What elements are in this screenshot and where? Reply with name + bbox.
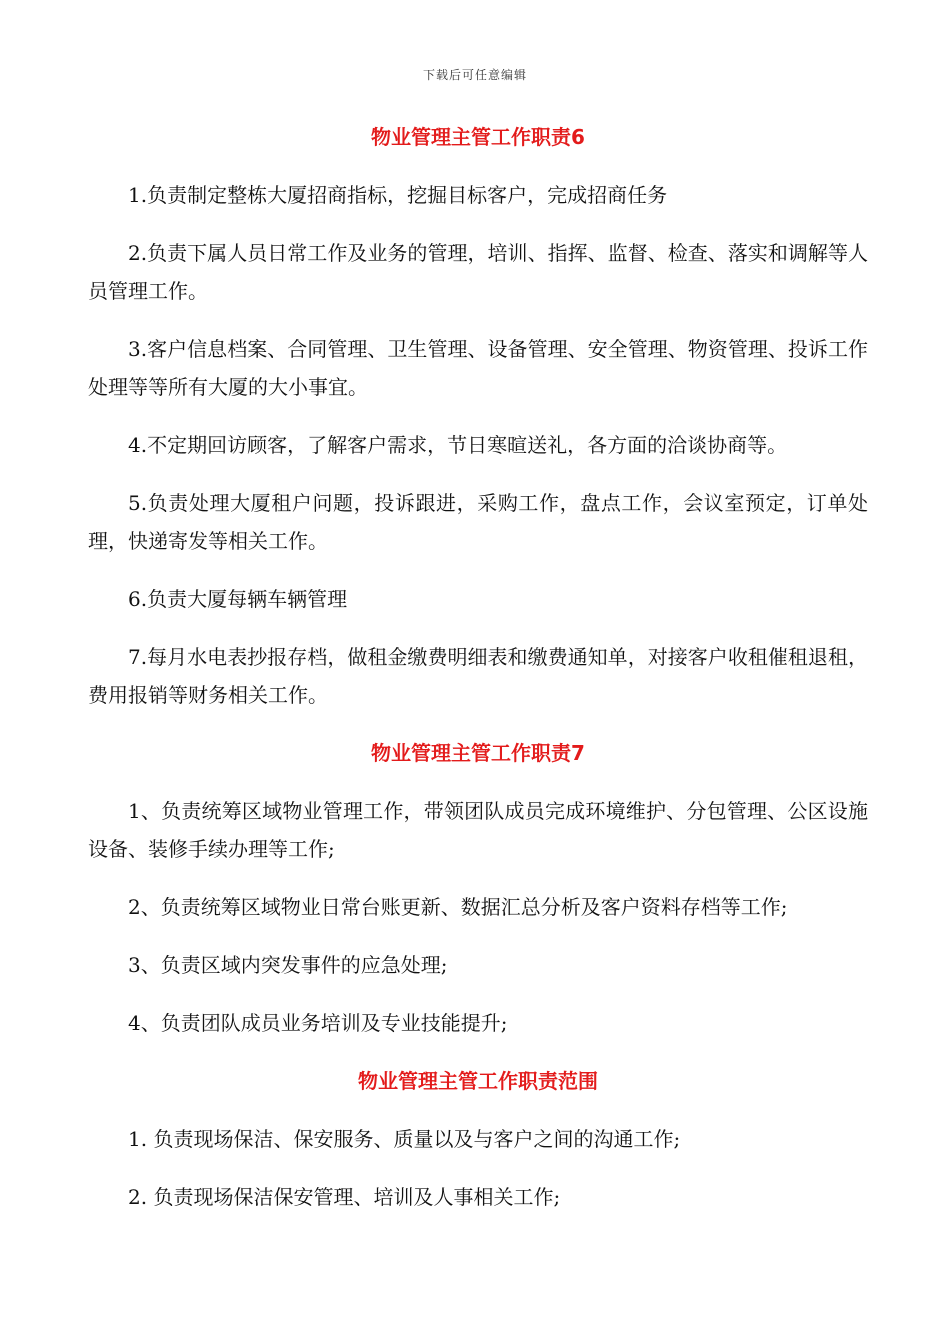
duty-item: 2、负责统筹区域物业日常台账更新、数据汇总分析及客户资料存档等工作; — [128, 895, 788, 919]
duty-item: 2. 负责现场保洁保安管理、培训及人事相关工作; — [128, 1185, 561, 1209]
duty-item: 2.负责下属人员日常工作及业务的管理，培训、指挥、监督、检查、落实和调解等人员管理工作。 — [88, 241, 868, 303]
duty-item: 3、负责区域内突发事件的应急处理; — [128, 953, 448, 977]
section-title: 物业管理主管工作职责6 — [371, 125, 585, 149]
duty-item: 4.不定期回访顾客，了解客户需求，节日寒暄送礼，各方面的洽谈协商等。 — [128, 433, 788, 457]
section-title: 物业管理主管工作职责范围 — [358, 1069, 598, 1093]
section-duties-scope — [88, 1062, 868, 1216]
duty-item: 5.负责处理大厦租户问题，投诉跟进，采购工作，盘点工作，会议室预定，订单处理，快递寄发等相关工作。 — [88, 491, 868, 553]
document-body — [88, 118, 868, 1236]
duty-item: 7.每月水电表抄报存档，做租金缴费明细表和缴费通知单，对接客户收租催租退租，费用报销等财务相关工作。 — [88, 645, 868, 707]
header-note: 下载后可任意编辑 — [422, 68, 527, 82]
duty-item: 6.负责大厦每辆车辆管理 — [128, 587, 348, 611]
duty-item: 1.负责制定整栋大厦招商指标，挖掘目标客户，完成招商任务 — [128, 183, 668, 207]
duty-item: 1. 负责现场保洁、保安服务、质量以及与客户之间的沟通工作; — [128, 1127, 681, 1151]
section-duties-6 — [88, 118, 868, 714]
duty-item: 4、负责团队成员业务培训及专业技能提升; — [128, 1011, 508, 1035]
duty-item: 3.客户信息档案、合同管理、卫生管理、设备管理、安全管理、物资管理、投诉工作处理等等所有大厦的大小事宜。 — [88, 337, 868, 399]
section-duties-7 — [88, 734, 868, 1042]
section-title: 物业管理主管工作职责7 — [371, 741, 585, 765]
duty-item: 1、负责统筹区域物业管理工作，带领团队成员完成环境维护、分包管理、公区设施设备、装修手续办理等工作; — [88, 799, 868, 861]
